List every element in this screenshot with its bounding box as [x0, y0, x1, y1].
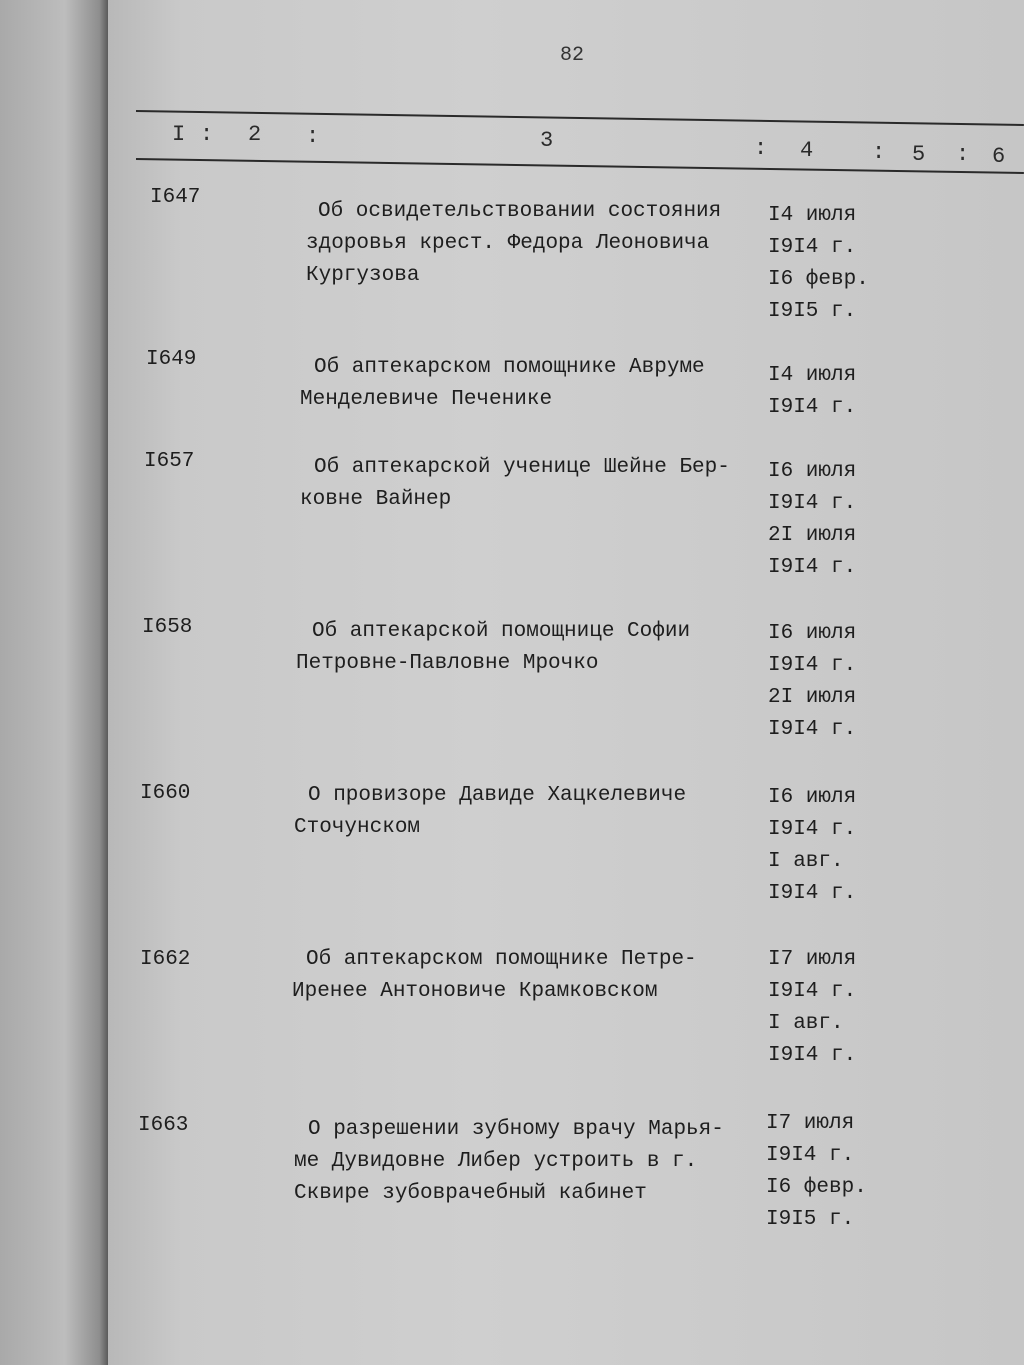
entry-title-line: здоровья крест. Федора Леоновича [306, 232, 710, 255]
entry-dates [768, 618, 856, 746]
entry-date-line: I авг. [768, 1012, 844, 1035]
column-header-4: 4 [800, 138, 814, 163]
entry-number: I647 [150, 186, 201, 209]
entry-title [294, 1114, 764, 1210]
entry-dates [766, 1108, 867, 1236]
entry-title-line: Иренее Антоновиче Крамковском [292, 980, 658, 1003]
entry-title-line: Об аптекарской помощнице Софии [312, 620, 691, 643]
entry-dates [768, 360, 856, 424]
entry-number: I658 [142, 616, 193, 639]
entry-title-line: Сточунском [294, 816, 421, 839]
entry-number: I660 [140, 782, 191, 805]
column-header-3: 3 [540, 128, 554, 153]
entry-date-line: I6 февр. [766, 1176, 867, 1199]
column-separator: : [200, 122, 214, 147]
entry-dates [768, 944, 856, 1072]
header-rule-bottom [136, 158, 1024, 174]
entry-title [300, 452, 770, 516]
entry-date-line: I7 июля [768, 948, 857, 971]
entry-title [306, 196, 776, 292]
entry-date-line: I9I4 г. [768, 492, 857, 515]
entry-date-line: I9I4 г. [768, 556, 857, 579]
entry-date-line: I9I4 г. [768, 654, 857, 677]
entry-date-line: I авг. [768, 850, 844, 873]
entry-title-line: Кургузова [306, 264, 420, 287]
column-header-5: 5 [912, 142, 926, 167]
entry-date-line: I9I4 г. [768, 980, 857, 1003]
entry-title-line: Сквире зубоврачебный кабинет [294, 1182, 647, 1205]
entry-date-line: I4 июля [768, 204, 857, 227]
entry-number: I649 [146, 348, 197, 371]
column-separator: : [754, 136, 768, 161]
entry-title-line: ме Дувидовне Либер устроить в г. [294, 1150, 698, 1173]
entry-title-line: О разрешении зубному врачу Марья- [308, 1118, 724, 1141]
entry-date-line: 2I июля [768, 524, 857, 547]
entry-number: I657 [144, 450, 195, 473]
entry-date-line: I9I4 г. [768, 236, 857, 259]
entry-title-line: Об аптекарском помощнике Авруме [314, 356, 705, 379]
entry-title-line: О провизоре Давиде Хацкелевиче [308, 784, 687, 807]
entry-date-line: I9I4 г. [768, 882, 857, 905]
entry-date-line: I6 июля [768, 786, 857, 809]
header-rule-top [136, 110, 1024, 126]
entry-title-line: ковне Вайнер [300, 488, 452, 511]
entry-date-line: I9I5 г. [768, 300, 857, 323]
entry-date-line: I9I5 г. [766, 1208, 855, 1231]
column-separator: : [306, 124, 320, 149]
entry-number: I662 [140, 948, 191, 971]
entry-title-line: Петровне-Павловне Мрочко [296, 652, 599, 675]
page-number: 82 [560, 44, 585, 67]
entry-title-line: Об аптекарской ученице Шейне Бер- [314, 456, 730, 479]
entry-date-line: I6 июля [768, 622, 857, 645]
entry-title [300, 352, 770, 416]
document-page [108, 0, 1024, 1365]
column-separator: : [956, 142, 970, 167]
entry-date-line: I4 июля [768, 364, 857, 387]
left-page-edge [0, 0, 108, 1365]
entry-date-line: I7 июля [766, 1112, 855, 1135]
entry-date-line: I9I4 г. [766, 1144, 855, 1167]
entry-dates [768, 456, 856, 584]
entry-date-line: I6 июля [768, 460, 857, 483]
entry-date-line: I9I4 г. [768, 396, 857, 419]
column-header-1: I [172, 122, 186, 147]
entry-title-line: Об аптекарском помощнике Петре- [306, 948, 697, 971]
entry-date-line: I9I4 г. [768, 818, 857, 841]
entry-date-line: 2I июля [768, 686, 857, 709]
entry-title [296, 616, 766, 680]
column-header-2: 2 [248, 122, 262, 147]
entry-date-line: I6 февр. [768, 268, 869, 291]
entry-date-line: I9I4 г. [768, 1044, 857, 1067]
entry-title [292, 944, 762, 1008]
column-separator: : [872, 140, 886, 165]
column-header-6: 6 [992, 144, 1006, 169]
entry-number: I663 [138, 1114, 189, 1137]
entry-dates [768, 200, 869, 328]
entry-title-line: Менделевиче Печенике [300, 388, 553, 411]
entry-date-line: I9I4 г. [768, 718, 857, 741]
entry-title-line: Об освидетельствовании состояния [318, 200, 722, 223]
entry-title [294, 780, 764, 844]
entry-dates [768, 782, 856, 910]
